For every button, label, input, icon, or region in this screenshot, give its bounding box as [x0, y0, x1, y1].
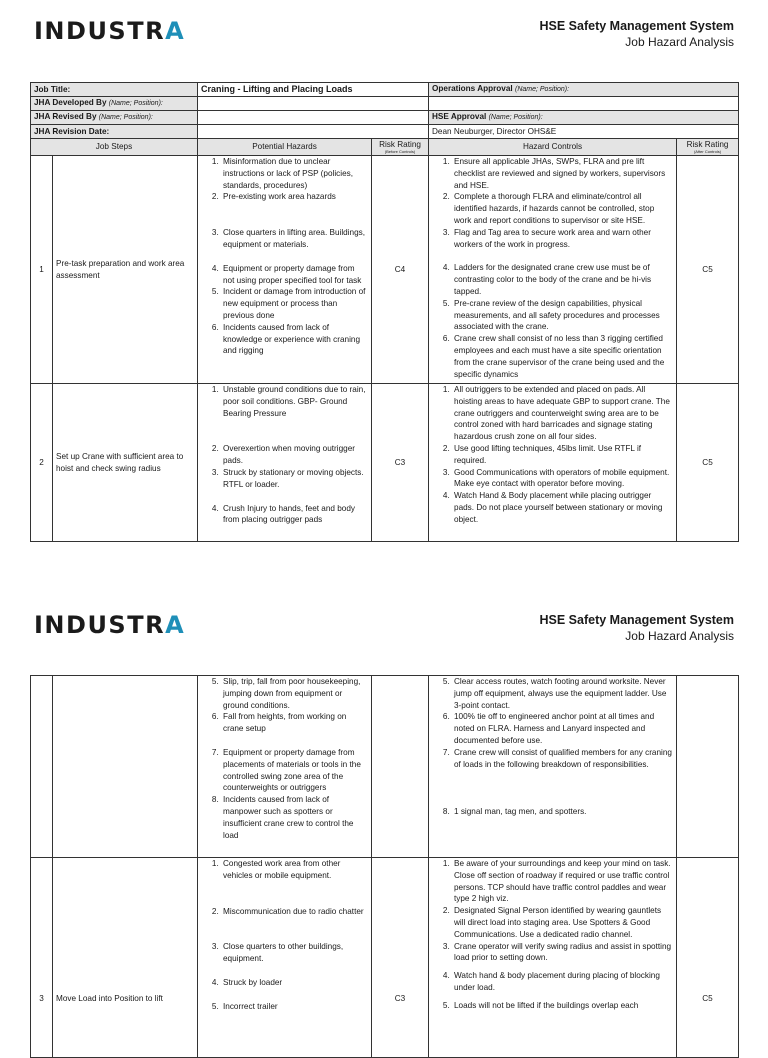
header-right — [539, 18, 734, 50]
ops-approval-label: Operations Approval (Name; Position): — [429, 83, 739, 97]
col-potential-hazards: Potential Hazards — [198, 139, 372, 156]
risk-after: C5 — [677, 858, 739, 1058]
hazards-cell — [198, 858, 372, 1058]
table-row — [31, 384, 739, 542]
job-title-value: Craning - Lifting and Placing Loads — [198, 83, 429, 97]
step-number: 1 — [31, 156, 53, 384]
hazard-item: 2. Miscommunication due to radio chatter — [221, 906, 368, 918]
step-number: 3 — [31, 858, 53, 1058]
risk-after: C5 — [677, 384, 739, 542]
hazard-item: 8. Incidents caused from lack of manpower such as spotters or insufficient crane crew to control the load — [221, 794, 368, 841]
col-risk-before: Risk Rating (Before Controls) — [372, 139, 429, 156]
step-description — [53, 676, 198, 858]
industra-logo — [34, 18, 185, 44]
hazard-item: 6. Fall from heights, from working on crane setup — [221, 711, 368, 735]
step-description: Move Load into Position to lift — [53, 858, 198, 1058]
system-title: HSE Safety Management System — [539, 613, 734, 627]
control-item: 1. Be aware of your surroundings and keep your mind on task. Close off section of roadway if required or use traffic control persons. TCP should have traffic control paddles and wear type 2 high viz. — [452, 858, 673, 905]
control-item: 5. Clear access routes, watch footing around worksite. Never jump off equipment, always use the equipment ladder. Use 3-point contact. — [452, 676, 673, 711]
hazard-item: 1. Misinformation due to unclear instructions or lack of PSP (policies, standards, procedures) — [221, 156, 368, 191]
risk-after: C5 — [677, 156, 739, 384]
hazard-item: 5. Incident or damage from introduction of new equipment or process than previous done — [221, 286, 368, 321]
step-description: Set up Crane with sufficient area to hoist and check swing radius — [53, 384, 198, 542]
developed-label: JHA Developed By (Name; Position): — [31, 97, 198, 111]
col-hazard-controls: Hazard Controls — [429, 139, 677, 156]
risk-before: C3 — [372, 858, 429, 1058]
logo-text: INDUSTRA — [34, 17, 186, 45]
step-number — [31, 676, 53, 858]
hazards-cell — [198, 676, 372, 858]
revision-date-value — [198, 125, 429, 139]
hazard-item: 1. Unstable ground conditions due to rain, poor soil conditions. GBP- Ground Bearing Pressure — [221, 384, 368, 419]
control-item: 4. Ladders for the designated crane crew use must be of contrasting color to the body of the crane and be hi-vis tapped. — [452, 262, 673, 297]
info-row-job-title — [31, 83, 739, 97]
hazard-item: 2. Overexertion when moving outrigger pads. — [221, 443, 368, 467]
jha-table-page-2 — [30, 675, 739, 1058]
hazard-item: 2. Pre-existing work area hazards — [221, 191, 368, 203]
controls-cell — [429, 156, 677, 384]
header-right — [539, 612, 734, 644]
hazard-item: 3. Struck by stationary or moving objects. RTFL or loader. — [221, 467, 368, 491]
control-item: 3. Flag and Tag area to secure work area and warn other workers of the work in progress. — [452, 227, 673, 251]
hse-approval-value: Dean Neuburger, Director OHS&E — [429, 125, 739, 139]
hazard-item: 5. Slip, trip, fall from poor housekeeping, jumping down from equipment or ground conditions. — [221, 676, 368, 711]
step-number: 2 — [31, 384, 53, 542]
step-description: Pre-task preparation and work area assessment — [53, 156, 198, 384]
col-risk-after: Risk Rating (After Controls) — [677, 139, 739, 156]
logo-accent-letter: A — [165, 611, 186, 639]
revised-label: JHA Revised By (Name; Position): — [31, 111, 198, 125]
logo-accent-letter: A — [165, 17, 186, 45]
doc-type: Job Hazard Analysis — [625, 629, 734, 643]
hazard-item: 3. Close quarters in lifting area. Buildings, equipment or materials. — [221, 227, 368, 251]
control-item: 6. Crane crew shall consist of no less than 3 rigging certified employees and each must have a site specific orientation from the crane supervisor of the crane being used and the specific dynamics — [452, 333, 673, 380]
industra-logo — [34, 612, 185, 638]
controls-cell — [429, 858, 677, 1058]
table-row — [31, 676, 739, 858]
control-item: 7. Crane crew will consist of qualified members for any craning of loads in the following breakdown of responsibilities. — [452, 747, 673, 771]
logo-text: INDUSTRA — [34, 611, 186, 639]
table-row — [31, 858, 739, 1058]
controls-cell — [429, 676, 677, 858]
control-item: 2. Designated Signal Person identified by wearing gauntlets will direct load into staging area. Use Spotters & Good Communications. Use a dedicated radio channel. — [452, 905, 673, 940]
hazards-cell — [198, 384, 372, 542]
hazard-item: 4. Struck by loader — [221, 977, 368, 989]
control-item: 1. Ensure all applicable JHAs, SWPs, FLRA and pre lift checklist are reviewed and signed by workers, supervisors and HSE. — [452, 156, 673, 191]
control-item: 3. Good Communications with operators of mobile equipment. Make eye contact with operator before moving. — [452, 467, 673, 491]
risk-before — [372, 676, 429, 858]
hazard-item: 6. Incidents caused from lack of knowledge or experience with craning and rigging — [221, 322, 368, 357]
control-item: 1. All outriggers to be extended and placed on pads. All hoisting areas to have adequate GBP to support crane. The crane outriggers and counterweight swing area are to be control zoned with hard barricades and signage stating hazardous crush zone on all four sides. — [452, 384, 673, 443]
risk-before: C3 — [372, 384, 429, 542]
risk-before: C4 — [372, 156, 429, 384]
ops-approval-value — [429, 97, 739, 111]
info-row-revised — [31, 111, 739, 125]
col-job-steps: Job Steps — [31, 139, 198, 156]
hazard-item: 4. Crush Injury to hands, feet and body from placing outrigger pads — [221, 503, 368, 527]
control-item: 2. Complete a thorough FLRA and eliminate/control all identified hazards, if hazards cannot be controlled, stop work and report conditions to supervisor or site HSE. — [452, 191, 673, 226]
control-item: 6. 100% tie off to engineered anchor point at all times and noted on FLRA. Harness and Lanyard inspected and documented before use. — [452, 711, 673, 746]
risk-after — [677, 676, 739, 858]
revised-value — [198, 111, 429, 125]
revision-date-label: JHA Revision Date: — [31, 125, 198, 139]
control-item: 5. Pre-crane review of the design capabilities, physical measurements, and all safety procedures and processes associated with the crane. — [452, 298, 673, 333]
info-row-developed — [31, 97, 739, 111]
hazard-item: 1. Congested work area from other vehicles or mobile equipment. — [221, 858, 368, 882]
hazard-item: 4. Equipment or property damage from not using proper specified tool for task — [221, 263, 368, 287]
control-item: 4. Watch Hand & Body placement while placing outrigger pads. Do not place yourself between stationary or moving object. — [452, 490, 673, 525]
system-title: HSE Safety Management System — [539, 19, 734, 33]
control-item: 4. Watch hand & body placement during placing of blocking under load. — [452, 970, 673, 994]
job-title-label: Job Title: — [31, 83, 198, 97]
hse-approval-label: HSE Approval (Name; Position): — [429, 111, 739, 125]
info-row-revision-date — [31, 125, 739, 139]
hazards-cell — [198, 156, 372, 384]
control-item: 5. Loads will not be lifted if the buildings overlap each — [452, 1000, 673, 1012]
column-header-row — [31, 139, 739, 156]
control-item: 8. 1 signal man, tag men, and spotters. — [452, 806, 673, 818]
jha-table-page-1 — [30, 82, 739, 542]
hazard-item: 7. Equipment or property damage from placements of materials or tools in the controlled swing zone area of the counterweights or outriggers — [221, 747, 368, 794]
control-item: 3. Crane operator will verify swing radius and assist in spotting load prior to setting down. — [452, 941, 673, 965]
control-item: 2. Use good lifting techniques, 45lbs limit. Use RTFL if required. — [452, 443, 673, 467]
hazard-item: 3. Close quarters to other buildings, equipment. — [221, 941, 368, 965]
doc-type: Job Hazard Analysis — [625, 35, 734, 49]
controls-cell — [429, 384, 677, 542]
table-row — [31, 156, 739, 384]
developed-value — [198, 97, 429, 111]
hazard-item: 5. Incorrect trailer — [221, 1001, 368, 1013]
